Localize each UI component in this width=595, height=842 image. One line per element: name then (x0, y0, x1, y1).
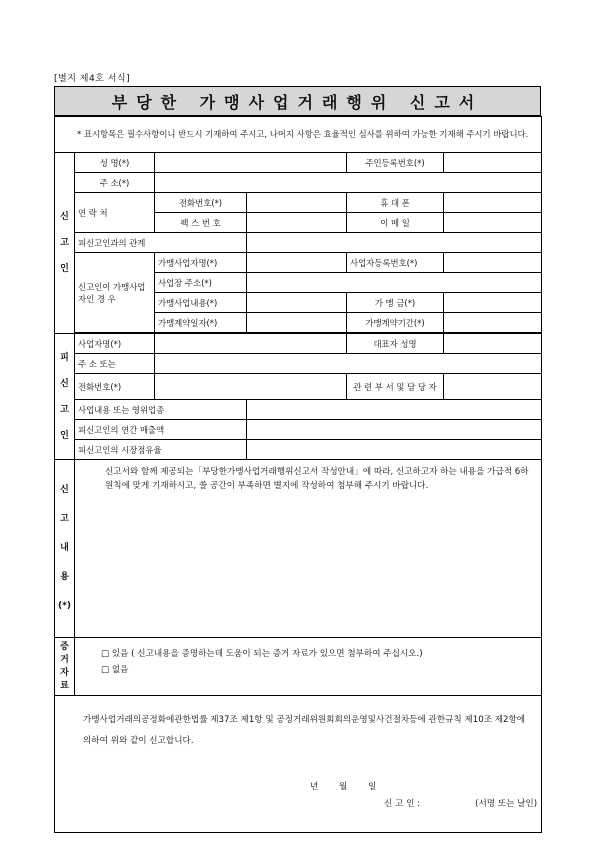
reporter-mobile-field[interactable] (444, 193, 542, 213)
respondent-business-label: 사업내용 또는 영위업종 (75, 400, 247, 420)
reporter-address-field[interactable] (155, 173, 542, 193)
reporter-biz-reg-no-field[interactable] (444, 253, 542, 273)
evidence-yes-checkbox[interactable]: □ 있음 ( 신고내용을 증명하는데 도움이 되는 증거 자료가 있으면 첨부하여 주십시오.) (101, 649, 423, 659)
reporter-resident-no-field[interactable] (444, 153, 542, 173)
respondent-rep-name-field[interactable] (444, 334, 542, 354)
content-instructions[interactable]: 신고서와 함께 제공되는「부당한가맹사업거래행위신고서 작성안내」에 따라, 신고하고자 하는 내용을 가급적 6하 원칙에 맞게 기재하시고, 쓸 공간이 부족하면 별지에 작성하여 첨부해 주시기 바랍니다. (75, 460, 542, 638)
reporter-name-field[interactable] (155, 153, 347, 173)
content-section-label: 신 고 내 용 (*) (55, 460, 75, 638)
reporter-biz-reg-no-label: 사업자등록번호(*) (347, 253, 444, 273)
reporter-biz-content-label: 가맹사업내용(*) (155, 293, 247, 313)
reporter-biz-name-field[interactable] (247, 253, 347, 273)
respondent-section-label: 피 신 고 인 (55, 334, 75, 460)
title-box (54, 86, 541, 116)
respondent-dept-label: 관 련 부 서 및 담 당 자 (347, 374, 444, 400)
reporter-email-field[interactable] (444, 213, 542, 233)
franchisee-case-label: 신고인이 가맹사업자인 경 우 (75, 253, 155, 333)
evidence-options (75, 638, 542, 696)
respondent-dept-field[interactable] (444, 374, 542, 400)
reporter-contract-period-field[interactable] (444, 313, 542, 333)
evidence-section-label: 증 거 자 료 (55, 638, 75, 696)
reporter-name-label: 성 명(*) (75, 153, 155, 173)
form-number: [별지 제4호 서식] (54, 74, 131, 84)
reporter-franchise-fee-field[interactable] (444, 293, 542, 313)
respondent-biz-name-field[interactable] (155, 334, 347, 354)
respondent-phone-field[interactable] (155, 374, 347, 400)
declaration (55, 696, 541, 832)
respondent-market-share-field[interactable] (247, 440, 542, 460)
respondent-address-label: 주 소 또는 (75, 354, 155, 374)
reporter-section-label: 신 고 인 (55, 153, 75, 334)
reporter-address-label: 주 소(*) (75, 173, 155, 193)
reporter-fax-field[interactable] (247, 213, 347, 233)
respondent-market-share-label: 피신고인의 시장점유율 (75, 440, 247, 460)
reporter-contract-date-field[interactable] (247, 313, 347, 333)
reporter-mobile-label: 휴 대 폰 (347, 193, 444, 213)
respondent-annual-sales-field[interactable] (247, 420, 542, 440)
signature-placeholder[interactable]: (서명 또는 날인) (475, 799, 538, 809)
reporter-biz-address-field[interactable] (247, 273, 542, 293)
reporter-biz-content-field[interactable] (247, 293, 347, 313)
reporter-relation-label: 피신고인과의 관계 (75, 233, 247, 253)
reporter-phone-field[interactable] (247, 193, 347, 213)
reporter-contact-label: 연 락 처 (75, 193, 155, 233)
respondent-rep-name-label: 대표자 성명 (347, 334, 444, 354)
respondent-biz-name-label: 사업자명(*) (75, 334, 155, 354)
reporter-franchise-fee-label: 가 맹 금(*) (347, 293, 444, 313)
report-form (54, 116, 542, 833)
reporter-biz-address-label: 사업장 주소(*) (155, 273, 247, 293)
declaration-date[interactable]: 년 월 일 (310, 782, 377, 792)
form-note: * 표시항목은 필수사항이니 반드시 기재하여 주시고, 나머지 사항은 효율적인 심사를 위하여 가능한 기재해 주시기 바랍니다. (55, 117, 542, 153)
respondent-annual-sales-label: 피신고인의 연간 매출액 (75, 420, 247, 440)
declaration-cell (55, 696, 542, 833)
reporter-contract-date-label: 가맹계약일자(*) (155, 313, 247, 333)
declaration-text: 가맹사업거래의공정화에관한법률 제37조 제1항 및 공정거래위원회회의운영및사건절차등에 관한규칙 제10조 제2항에 의하여 위와 같이 신고합니다. (83, 715, 526, 746)
declaration-signer-label: 신 고 인 : (384, 799, 420, 809)
reporter-biz-name-label: 가맹사업자명(*) (155, 253, 247, 273)
respondent-phone-label: 전화번호(*) (75, 374, 155, 400)
evidence-no-checkbox[interactable]: □ 없음 (101, 665, 129, 675)
reporter-relation-field[interactable] (247, 233, 542, 253)
reporter-resident-no-label: 주민등록번호(*) (347, 153, 444, 173)
respondent-address-field[interactable] (155, 354, 542, 374)
reporter-email-label: 이 메 일 (347, 213, 444, 233)
respondent-business-field[interactable] (247, 400, 542, 420)
reporter-contract-period-label: 가맹계약기간(*) (347, 313, 444, 333)
reporter-phone-label: 전화번호(*) (155, 193, 247, 213)
page-title: 부당한 가맹사업거래행위 신고서 (111, 92, 484, 112)
reporter-fax-label: 팩 스 번 호 (155, 213, 247, 233)
